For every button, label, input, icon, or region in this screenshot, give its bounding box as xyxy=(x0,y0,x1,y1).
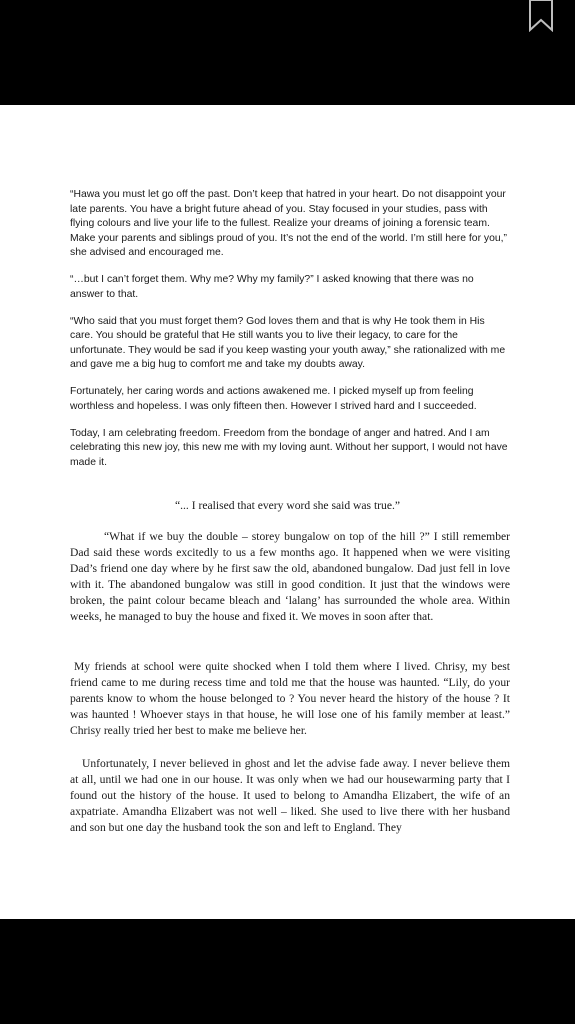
part1-text xyxy=(70,188,510,483)
centered-quote: “... I realised that every word she said was true.” xyxy=(174,499,401,512)
paragraph: Unfortunately, I never believed in ghost and let the advise fade away. I never believe them at all, until we had one in our house. It was only when we had our housewarming party that I found out the history of the house. It used to belong to Amandha Elizabert, the wife of an axpatriate. Amandha Elizabert was not well – liked. She used to live there with her husband and son but one day the husband took the son and left to England. They xyxy=(70,757,510,834)
part2-paragraph-3 xyxy=(70,756,510,836)
paragraph: My friends at school were quite shocked when I told them where I lived. Chrisy, my best friend came to me during recess time and told me that the house was haunted. “Lily, do your parents know to whom the house belonged to ? You never heard the history of the house ? It was haunted ! Whoever stays in that house, he will lose one of his family member at least.” Chrisy really tried her best to make me believe her. xyxy=(70,660,510,737)
part2-paragraph-2 xyxy=(70,659,510,739)
document-page xyxy=(0,105,575,919)
bookmark-icon[interactable] xyxy=(528,0,554,32)
paragraph: “What if we buy the double – storey bungalow on top of the hill ?” I still remember Dad said these words excitedly to us a few months ago. It happened when we were visiting Dad’s friend one day where by he first saw the old, abandoned bungalow. Dad just fell in love with it. The abandoned bungalow was still in good condition. It just that the windows were broken, the paint colour became bleach and ‘lalang’ has surrounded the whole area. Within weeks, he managed to buy the house and fixed it. We moves in soon after that. xyxy=(70,530,510,623)
paragraph: Today, I am celebrating freedom. Freedom from the bondage of anger and hatred. And I am celebrating this new joy, this new me with my loving aunt. Without her support, I would not have made it. xyxy=(70,427,508,468)
paragraph: “Who said that you must forget them? God loves them and that is why He took them in His care. You should be grateful that He still wants you to live their legacy, to care for the unfortunate. They would be sad if you keep wasting your youth away,” she rationalized with me and gave me a big hug to comfort me and take my doubts away. xyxy=(70,315,506,370)
reader-bottom-bar xyxy=(0,919,575,1024)
paragraph: “Hawa you must let go off the past. Don’t keep that hatred in your heart. Do not disappoint your late parents. You have a bright future ahead of you. Stay focused in your studies, pass with flying colours and live your life to the fullest. Realize your dreams of joining a forensic team. Make your parents and siblings proud of you. It’s not the end of the world. I’m still here for you,” she advised and encouraged me. xyxy=(70,189,508,258)
paragraph: “…but I can’t forget them. Why me? Why my family?” I asked knowing that there was no answer to that. xyxy=(70,274,474,300)
part2-paragraph-1 xyxy=(70,529,510,625)
reader-top-bar xyxy=(0,0,575,105)
paragraph: Fortunately, her caring words and actions awakened me. I picked myself up from feeling worthless and hopeless. I was only fifteen then. However I strived hard and I succeeded. xyxy=(70,386,477,412)
